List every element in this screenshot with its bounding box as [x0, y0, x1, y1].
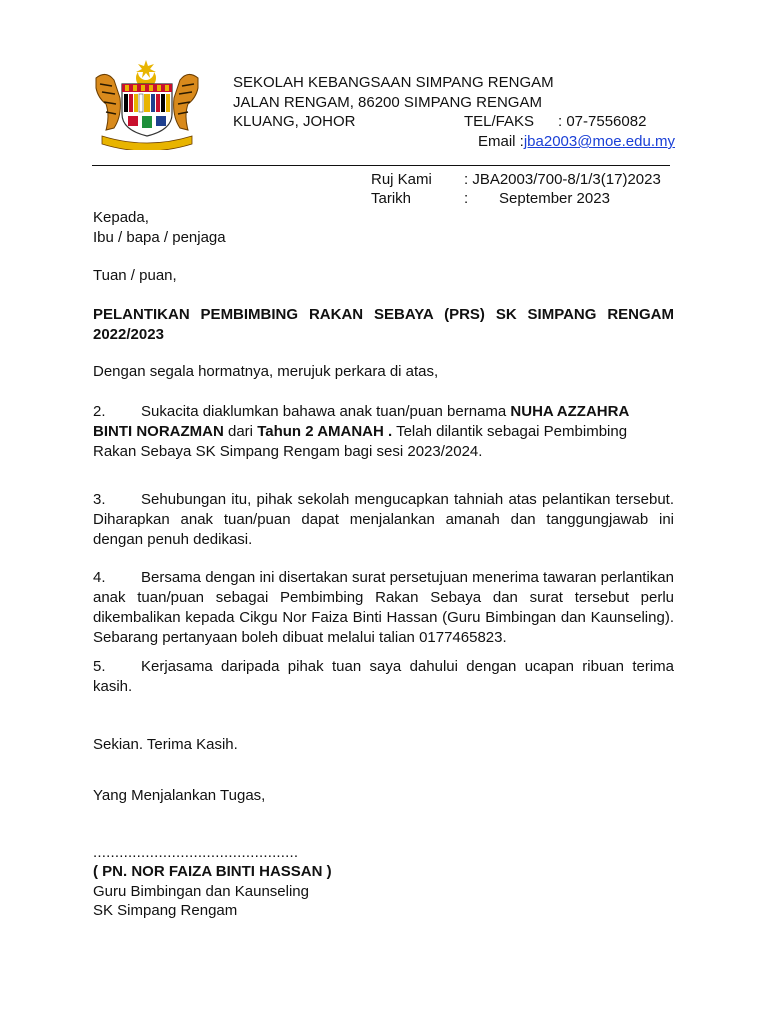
- school-address-line2: KLUANG, JOHOR: [233, 113, 356, 130]
- tarikh-value: September 2023: [499, 190, 610, 207]
- email-link[interactable]: jba2003@moe.edu.my: [523, 133, 675, 150]
- student-name-b: BINTI NORAZMAN: [93, 423, 224, 440]
- salutation: Tuan / puan,: [93, 267, 177, 284]
- paragraph-5-number: 5.: [93, 658, 106, 675]
- paragraph-2-text-c: Telah dilantik sebagai Pembimbing: [392, 423, 628, 440]
- subject-line2: 2022/2023: [93, 326, 164, 343]
- paragraph-3-number: 3.: [93, 491, 106, 508]
- paragraph-5-text: Kerjasama daripada pihak tuan saya dahului dengan ucapan ribuan terima kasih.: [93, 658, 674, 695]
- tarikh-colon: :: [464, 190, 469, 207]
- header-divider: [92, 165, 670, 166]
- tel-value: : 07-7556082: [558, 113, 647, 130]
- signatory-school: SK Simpang Rengam: [93, 902, 238, 919]
- paragraph-4-number: 4.: [93, 569, 106, 586]
- paragraph-3-text: Sehubungan itu, pihak sekolah mengucapkan tahniah atas pelantikan tersebut. Diharapkan anak tuan/puan dapat menjalankan amanah dan tanggungjawab ini dengan penuh dedikasi.: [93, 491, 674, 548]
- tarikh-label: Tarikh: [371, 190, 412, 207]
- paragraph-2-number: 2.: [93, 403, 106, 420]
- email-line: [478, 132, 675, 151]
- opening-text: Dengan segala hormatnya, merujuk perkara di atas,: [93, 363, 439, 380]
- paragraph-2-text-b: dari: [223, 423, 258, 440]
- student-name-a: NUHA AZZAHRA: [510, 403, 630, 420]
- paragraph-3: [93, 490, 674, 550]
- closing-line2: Yang Menjalankan Tugas,: [93, 787, 266, 804]
- paragraph-4: [93, 568, 674, 648]
- paragraph-2-text-a: Sukacita diaklumkan bahawa anak tuan/puan bernama: [141, 403, 511, 420]
- ruj-kami-value: : JBA2003/700-8/1/3(17)2023: [464, 171, 661, 188]
- paragraph-2: [93, 402, 674, 462]
- school-address-line1: JALAN RENGAM, 86200 SIMPANG RENGAM: [233, 94, 542, 111]
- student-class: Tahun 2 AMANAH .: [257, 423, 393, 440]
- school-name: SEKOLAH KEBANGSAAN SIMPANG RENGAM: [233, 74, 554, 91]
- signatory-name: ( PN. NOR FAIZA BINTI HASSAN ): [93, 863, 332, 880]
- recipient-line2: Ibu / bapa / penjaga: [93, 229, 226, 246]
- subject-line1: PELANTIKAN PEMBIMBING RAKAN SEBAYA (PRS) SK SIMPANG RENGAM: [93, 306, 674, 323]
- email-label: Email :: [478, 133, 524, 150]
- closing-line1: Sekian. Terima Kasih.: [93, 736, 238, 753]
- signature-line: ...............................................: [93, 844, 299, 861]
- paragraph-2-text-d: Rakan Sebaya SK Simpang Rengam bagi sesi 2023/2024.: [93, 443, 483, 460]
- signatory-title: Guru Bimbingan dan Kaunseling: [93, 883, 309, 900]
- malaysia-coat-of-arms-icon: [88, 58, 206, 150]
- paragraph-4-text: Bersama dengan ini disertakan surat persetujuan menerima tawaran perlantikan anak tuan/puan sebagai Pembimbing Rakan Sebaya dan surat tersebut perlu dikembalikan kepada Cikgu Nor Faiza Binti Hassan (Guru Bimbingan dan Kaunseling). Sebarang pertanyaan boleh dibuat melalui talian 0177465823.: [93, 569, 674, 646]
- recipient-line1: Kepada,: [93, 209, 149, 226]
- subject-title: [93, 305, 674, 345]
- tel-label: TEL/FAKS: [464, 113, 535, 130]
- ruj-kami-label: Ruj Kami: [371, 171, 432, 188]
- paragraph-5: [93, 657, 674, 697]
